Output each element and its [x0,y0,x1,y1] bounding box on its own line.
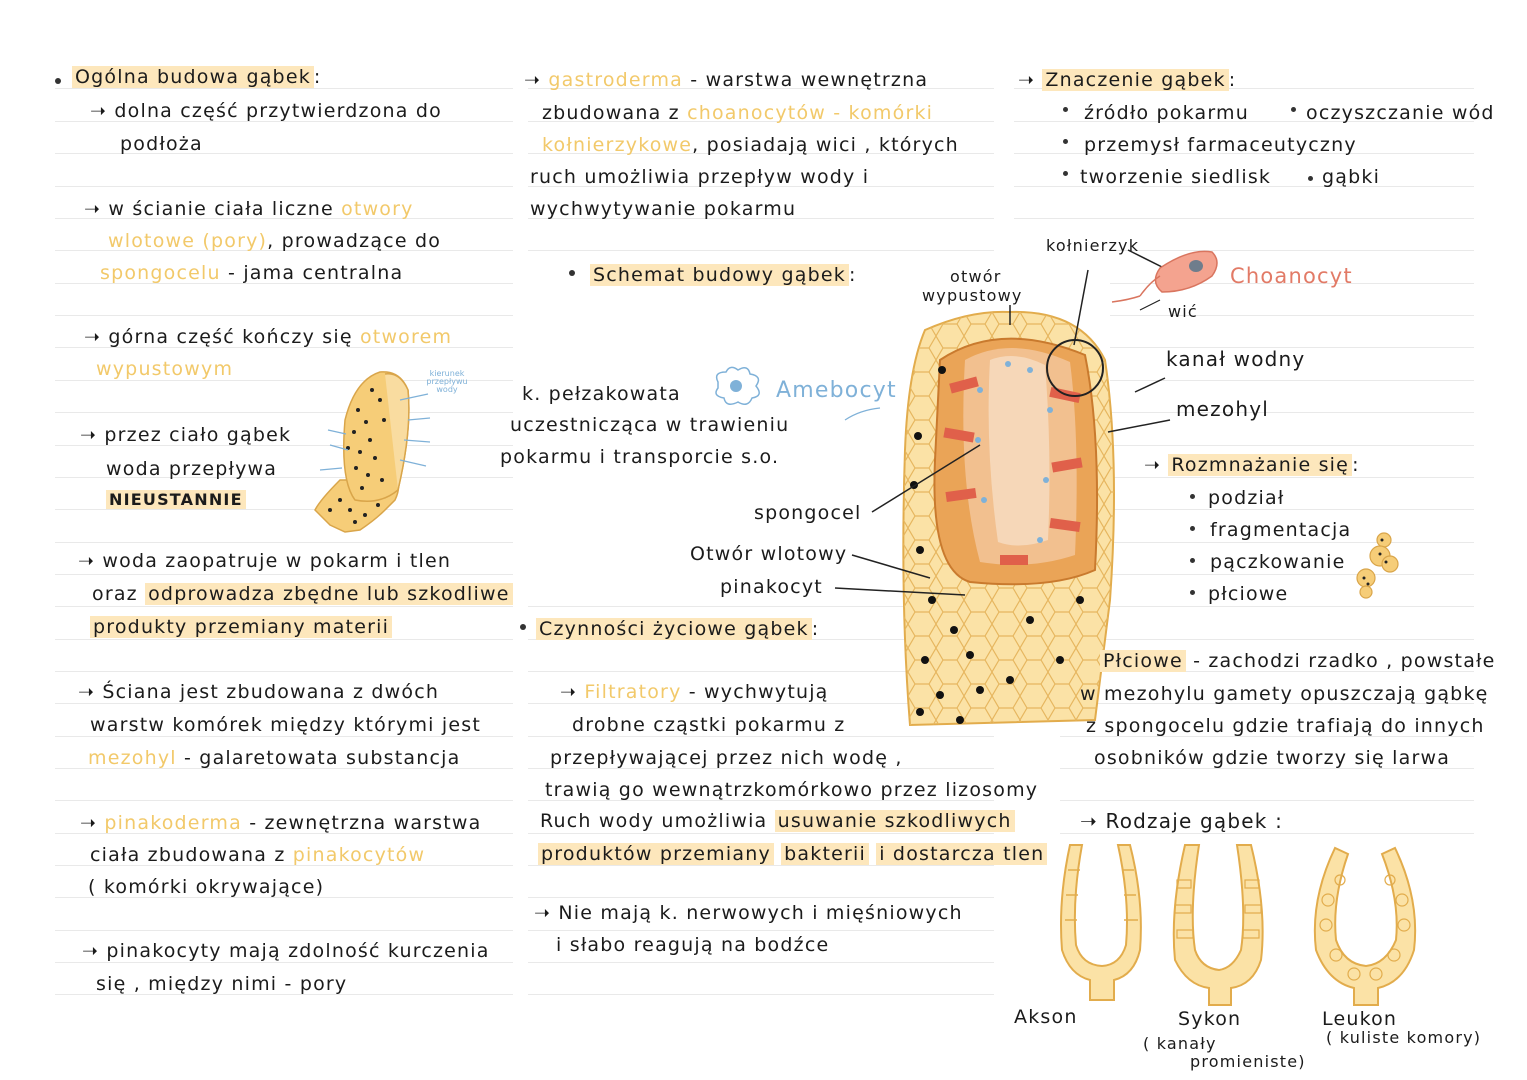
label-choanocyte: Choanocyt [1230,264,1353,288]
reproduction-item: podział [1208,487,1285,509]
col1-line: woda przepływa [106,458,278,480]
bullet-dot [1308,176,1313,181]
section-heading-general-structure: Ogólna budowa gąbek : [72,66,322,88]
col1-line: wypustowym [96,358,234,380]
label-pinacocyte: pinakocyt [720,576,823,598]
col2-line: produktów przemiany bakterii i dostarcza tlen [538,843,1047,865]
col2-line: trawią go wewnątrzkomórkowo przez lizosomy [545,779,1039,801]
label-outlet-opening: otwór [950,267,1002,286]
col1-line: podłoża [120,133,203,155]
importance-item: przemysł farmaceutyczny [1084,134,1357,156]
col1-line: produkty przemiany materii [90,616,392,638]
col2-line: Ruch wody umożliwia usuwanie szkodliwych [540,810,1015,832]
importance-item: oczyszczanie wód [1306,102,1495,124]
col2-line: ➝ Filtratory - wychwytują [560,681,829,703]
col2-line: drobne cząstki pokarmu z [572,714,846,736]
col1-line: wlotowe (pory), prowadzące do [108,230,442,252]
label-spongocel: spongocel [754,502,862,524]
col1-line: się , między nimi - pory [96,973,348,995]
bullet-dot [1190,558,1195,563]
col2-line: pokarmu i transporcie s.o. [500,446,780,468]
col1-line: ➝ pinakocyty mają zdolność kurczenia [82,940,490,962]
section-heading-sponge-types: ➝ Rodzaje gąbek : [1080,809,1284,833]
col2-line: kołnierzykowe, posiadają wici , których [542,134,959,156]
col2-line: k. pełzakowata [522,383,681,405]
col2-line: ➝ Nie mają k. nerwowych i mięśniowych [534,902,963,924]
section-heading-reproduction: ➝ Rozmnażanie się : [1144,454,1360,476]
col2-line: zbudowana z choanocytów - komórki [542,102,934,124]
col1-line: ( komórki okrywające) [88,876,325,898]
col1-line: ciała zbudowana z pinakocytów [90,844,426,866]
col1-line: ➝ woda zaopatruje w pokarm i tlen [78,550,452,572]
importance-item: tworzenie siedlisk [1080,166,1272,188]
bullet-dot [1063,171,1068,176]
label-inlet-opening: Otwór wlotowy [690,543,848,565]
label-leuconoid: Leukon [1322,1008,1398,1030]
label-syconoid: Sykon [1178,1008,1242,1030]
col2-line: przepływającej przez nich wodę , [550,747,903,769]
section-heading-schemat: Schemat budowy gąbek : [590,264,857,286]
importance-item: źródło pokarmu [1084,102,1249,124]
flow-direction-label: kierunek przepływu wody [426,369,468,394]
col3-line: Płciowe - zachodzi rzadko , powstałe [1100,650,1496,672]
label-leuconoid-note: ( kuliste komory) [1326,1028,1482,1047]
col2-line: ruch umożliwia przepływ wody i [530,166,870,188]
col1-line: spongocelu - jama centralna [100,262,404,284]
col1-line: warstw komórek między którymi jest [90,714,482,736]
sponge-type-leuconoid [1310,840,1420,1010]
sponge-type-asconoid [1050,840,1150,1005]
label-collar: kołnierzyk [1046,236,1140,255]
bullet-dot [1063,139,1068,144]
col1-line: mezohyl - galaretowata substancja [88,747,461,769]
col2-line: wychwytywanie pokarmu [530,198,797,220]
reproduction-item: pączkowanie [1210,551,1346,573]
col2-line: uczestnicząca w trawieniu [510,414,790,436]
label-asconoid: Akson [1014,1006,1078,1028]
amebocyte-label: Amebocyt [776,378,897,403]
section-heading-importance: ➝ Znaczenie gąbek : [1018,69,1237,91]
label-syconoid-note: promieniste) [1190,1052,1306,1071]
reproduction-item: płciowe [1208,583,1289,605]
col1-line: oraz odprowadza zbędne lub szkodliwe [92,583,513,605]
bullet-dot [1190,526,1195,531]
bullet-dot [1063,107,1068,112]
importance-item: gąbki [1322,166,1381,188]
col3-line: osobników gdzie tworzy się larwa [1094,747,1451,769]
bullet-dot [1190,590,1195,595]
col1-line: ➝ Ściana jest zbudowana z dwóch [78,681,440,703]
budding-illustration [1350,528,1410,598]
col2-line: i słabo reagują na bodźce [556,934,830,956]
label-syconoid-note: ( kanały [1143,1034,1217,1053]
col1-line: NIEUSTANNIE [106,490,246,509]
col1-line: ➝ dolna część przytwierdzona do [90,100,442,122]
col1-line: ➝ przez ciało gąbek [80,424,292,446]
section-heading-life-functions: Czynności życiowe gąbek : [536,618,819,640]
col1-line: ➝ górna część kończy się otworem [84,326,453,348]
col1-line: ➝ w ścianie ciała liczne otwory [84,198,414,220]
col1-line: ➝ pinakoderma - zewnętrzna warstwa [80,812,482,834]
sponge-type-syconoid [1165,840,1270,1010]
col3-line: w mezohylu gamety opuszczają gąbkę [1080,683,1489,705]
col3-line: z spongocelu gdzie trafiają do innych [1086,715,1485,737]
label-flagellum: wić [1168,302,1198,321]
bullet-dot [1190,494,1195,499]
bullet-dot [1291,107,1296,112]
label-mesohyl: mezohyl [1176,397,1269,421]
label-water-canal: kanał wodny [1166,347,1306,371]
label-outlet-opening: wypustowy [922,286,1023,305]
col2-line: ➝ gastroderma - warstwa wewnętrzna [524,69,929,91]
reproduction-item: fragmentacja [1210,519,1352,541]
